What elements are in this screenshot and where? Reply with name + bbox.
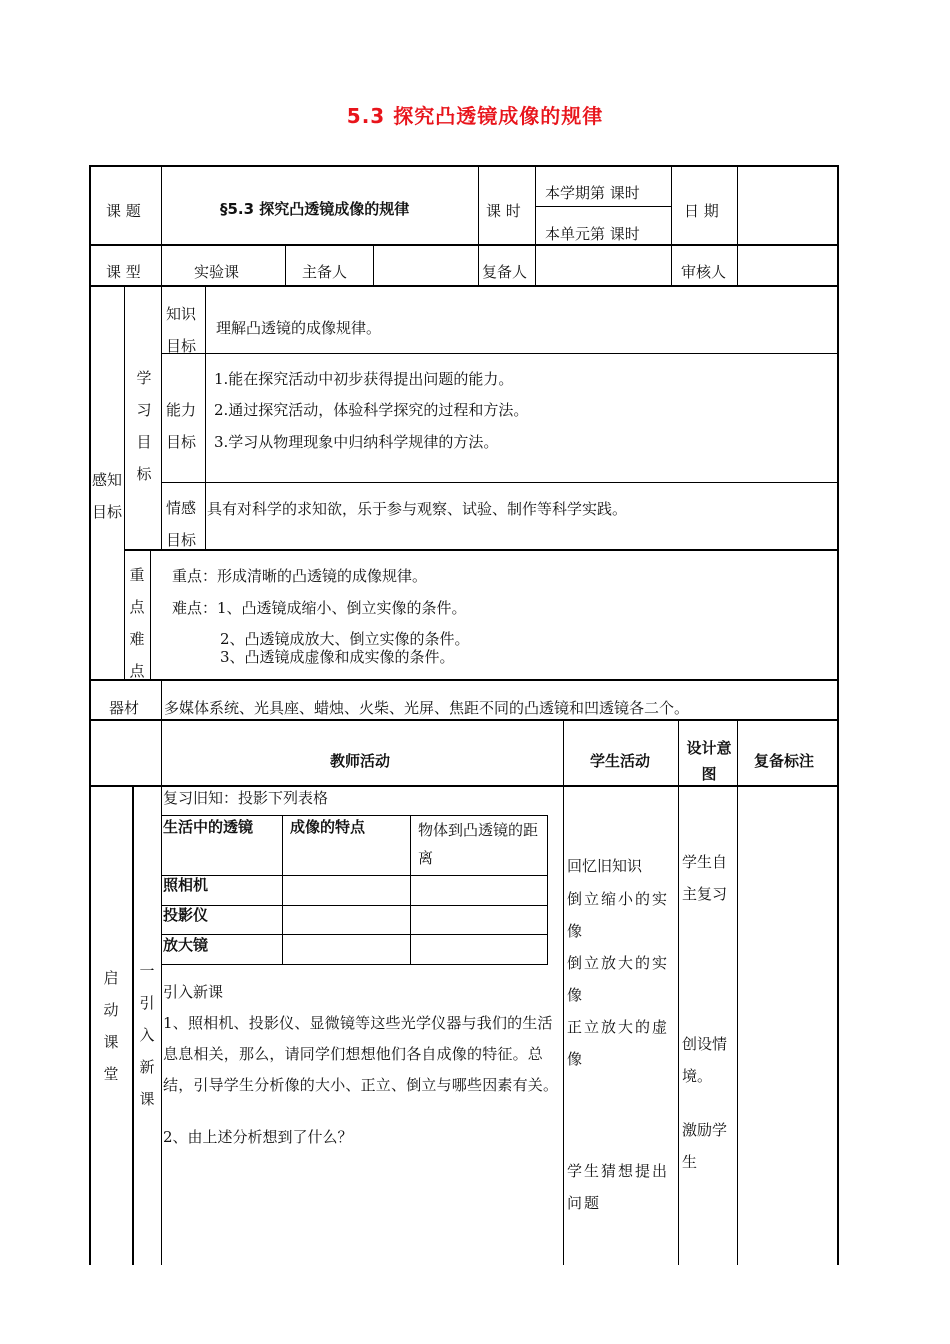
ability-item-2: 2.通过探究活动，体验科学探究的过程和方法。 (214, 401, 529, 419)
inner-table-header-2: 成像的特点 (290, 818, 366, 836)
page-title: 5.3 探究凸透镜成像的规律 (346, 104, 604, 128)
intro-title: 引入新课 (163, 983, 224, 1001)
emotion-text: 具有对科学的求知欲，乐于参与观察、试验、制作等科学实践。 (207, 500, 628, 518)
student-activity-header: 学生活动 (590, 752, 651, 770)
inner-table-row-1: 照相机 (163, 876, 209, 894)
key-point: 重点：形成清晰的凸透镜的成像规律。 (172, 567, 428, 585)
knowledge-label: 知识目标 (166, 305, 197, 355)
ability-item-3: 3.学习从物理现象中归纳科学规律的方法。 (214, 433, 499, 451)
type-value: 实验课 (194, 263, 240, 281)
reviewer-label: 审核人 (681, 263, 727, 281)
step-label: 一引入新课 (139, 962, 155, 1108)
design-text-1: 学生自主复习 (682, 853, 728, 903)
knowledge-text: 理解凸透镜的成像规律。 (216, 319, 382, 337)
difficult-2: 2、凸透镜成放大、倒立实像的条件。 (220, 630, 470, 648)
student-text-4: 正立放大的虚像 (567, 1018, 670, 1068)
semester-hours: 本学期第 课时 (545, 184, 640, 202)
intro-text-1: 1、照相机、投影仪、显微镜等这些光学仪器与我们的生活息息相关，那么，请同学们想想他们各自成像的特征。总结，引导学生分析像的大小、正立、倒立与哪些因素有关。 (163, 1014, 559, 1094)
design-text-2: 创设情境。 (682, 1035, 728, 1085)
student-text-5: 学生猜想提出问题 (567, 1162, 670, 1212)
stage-label: 启动课堂 (103, 969, 119, 1083)
hours-label: 课 时 (486, 202, 521, 220)
equipment-text: 多媒体系统、光具座、蜡烛、火柴、光屏、焦距不同的凸透镜和凹透镜各二个。 (164, 699, 690, 717)
co-preparer-label: 复备人 (482, 263, 528, 281)
difficult-3: 3、凸透镜成虚像和成实像的条件。 (220, 648, 455, 666)
goals-inner-label: 学习目标 (136, 369, 152, 483)
inner-table-header-3: 物体到凸透镜的距离 (418, 821, 539, 867)
inner-table-header-1: 生活中的透镜 (163, 818, 254, 836)
topic-value: §5.3 探究凸透镜成像的规律 (220, 200, 410, 218)
topic-label: 课 题 (106, 202, 141, 220)
type-label: 课 型 (106, 263, 141, 281)
preparer-label: 主备人 (302, 263, 348, 281)
ability-label: 能力目标 (166, 401, 197, 451)
date-label: 日 期 (684, 202, 719, 220)
difficult-1: 难点：1、凸透镜成缩小、倒立实像的条件。 (172, 599, 467, 617)
goals-outer-label: 感知目标 (91, 471, 122, 521)
student-text-1: 回忆旧知识 (567, 857, 643, 875)
notes-header: 复备标注 (754, 752, 815, 770)
inner-table-row-2: 投影仪 (163, 906, 209, 924)
emotion-label: 情感目标 (166, 499, 197, 549)
teacher-activity-header: 教师活动 (330, 752, 391, 770)
ability-item-1: 1.能在探究活动中初步获得提出问题的能力。 (214, 370, 514, 388)
design-text-3: 激励学生 (682, 1121, 728, 1171)
student-text-2: 倒立缩小的实像 (567, 890, 670, 940)
unit-hours: 本单元第 课时 (545, 225, 640, 243)
key-label: 重点难点 (129, 566, 145, 680)
student-text-3: 倒立放大的实像 (567, 954, 670, 1004)
inner-table-row-3: 放大镜 (163, 936, 209, 954)
review-title: 复习旧知：投影下列表格 (163, 789, 329, 807)
intro-text-2: 2、由上述分析想到了什么？ (163, 1128, 353, 1146)
design-header: 设计意图 (686, 739, 732, 783)
equipment-label: 器材 (109, 699, 140, 717)
